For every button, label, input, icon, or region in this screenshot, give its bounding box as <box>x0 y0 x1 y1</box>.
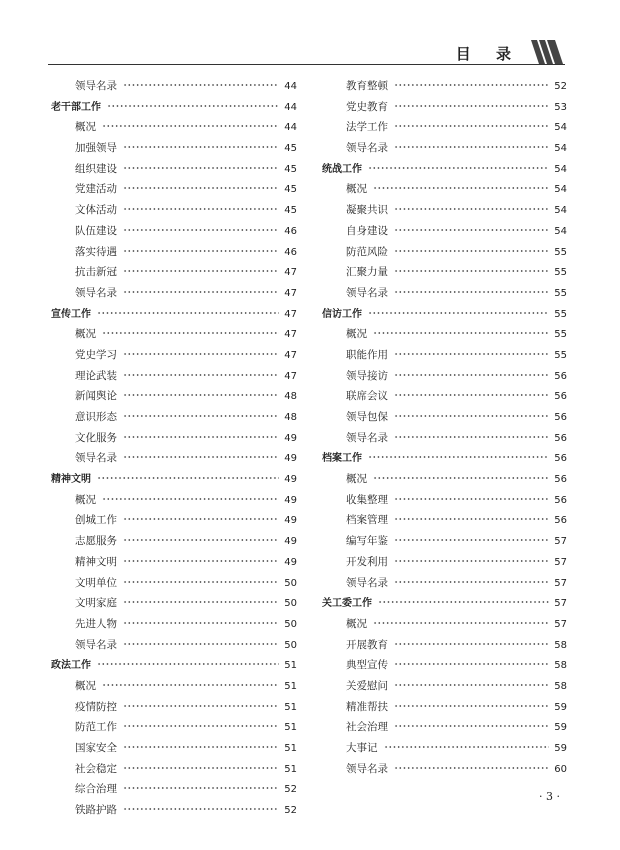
toc-leader-dots <box>394 97 549 110</box>
toc-entry[interactable] <box>51 717 297 738</box>
toc-entry[interactable] <box>51 242 297 263</box>
toc-entry[interactable] <box>322 179 567 200</box>
toc-entry-page: 60 <box>554 763 567 775</box>
toc-entry-page: 56 <box>554 370 567 382</box>
toc-leader-dots <box>394 490 549 503</box>
toc-entry-label: 法学工作 <box>346 121 388 134</box>
toc-entry[interactable] <box>322 635 567 656</box>
toc-entry[interactable] <box>51 407 297 428</box>
toc-entry-label: 概况 <box>346 617 367 630</box>
toc-entry-label: 新闻舆论 <box>75 390 117 403</box>
toc-section-entry[interactable] <box>322 448 567 469</box>
toc-entry-page: 57 <box>554 536 567 548</box>
toc-entry-label: 编写年鉴 <box>346 535 388 548</box>
toc-leader-dots <box>123 635 279 648</box>
toc-entry-page: 56 <box>554 494 567 506</box>
toc-entry[interactable] <box>51 800 297 821</box>
toc-entry-label: 防范风险 <box>346 245 388 258</box>
toc-entry[interactable] <box>322 614 567 635</box>
toc-entry-page: 47 <box>284 308 297 320</box>
toc-entry-label: 领导名录 <box>75 452 117 465</box>
toc-entry-label: 领导名录 <box>346 142 388 155</box>
header-stripes-decoration <box>525 40 565 66</box>
toc-entry[interactable] <box>51 200 297 221</box>
toc-entry-label: 精神文明 <box>75 555 117 568</box>
toc-entry-label: 意识形态 <box>75 411 117 423</box>
toc-leader-dots <box>123 717 279 730</box>
toc-entry-page: 59 <box>554 701 567 713</box>
toc-leader-dots <box>123 428 279 441</box>
toc-leader-dots <box>97 655 279 668</box>
toc-entry[interactable] <box>322 76 567 97</box>
toc-entry[interactable] <box>322 221 567 242</box>
toc-entry-page: 51 <box>284 680 297 692</box>
toc-entry-page: 55 <box>554 308 567 320</box>
toc-leader-dots <box>394 428 549 441</box>
toc-entry-label: 队伍建设 <box>75 224 117 237</box>
toc-entry-label: 精神文明 <box>51 474 91 486</box>
toc-entry-page: 49 <box>284 474 297 486</box>
toc-leader-dots <box>368 304 549 317</box>
toc-entry[interactable] <box>322 510 567 531</box>
toc-entry-label: 领导名录 <box>346 286 388 299</box>
page-header <box>48 40 565 68</box>
toc-entry-label: 开展教育 <box>346 638 388 651</box>
toc-leader-dots <box>394 717 549 730</box>
toc-entry-label: 党史学习 <box>75 348 117 361</box>
toc-entry[interactable] <box>322 490 567 511</box>
toc-entry-label: 党建活动 <box>75 183 117 196</box>
toc-entry-page: 46 <box>284 225 297 237</box>
toc-entry-page: 57 <box>554 577 567 589</box>
toc-entry-page: 54 <box>554 205 567 217</box>
toc-leader-dots <box>394 345 549 358</box>
toc-entry-label: 国家安全 <box>75 742 117 754</box>
toc-leader-dots <box>123 573 279 586</box>
toc-entry-page: 49 <box>284 515 297 527</box>
toc-leader-dots <box>123 386 279 399</box>
toc-entry-label: 领导名录 <box>346 576 388 589</box>
toc-entry[interactable] <box>322 428 567 449</box>
toc-leader-dots <box>123 552 279 565</box>
toc-leader-dots <box>123 593 279 606</box>
toc-entry[interactable] <box>51 531 297 552</box>
toc-entry-label: 文体活动 <box>75 204 117 217</box>
toc-leader-dots <box>373 179 549 192</box>
toc-entry[interactable] <box>51 324 297 345</box>
toc-entry-label: 文明家庭 <box>75 597 117 610</box>
toc-entry-label: 档案工作 <box>322 453 362 465</box>
toc-right-column <box>322 76 567 779</box>
toc-entry-label: 疫情防控 <box>75 700 117 713</box>
page-number: · 3 · <box>539 790 560 803</box>
toc-entry[interactable] <box>322 345 567 366</box>
toc-entry-page: 50 <box>284 618 297 630</box>
toc-leader-dots <box>394 573 549 586</box>
toc-entry-page: 52 <box>284 784 297 796</box>
toc-leader-dots <box>102 324 279 337</box>
toc-entry-label: 综合治理 <box>75 783 117 796</box>
toc-section-entry[interactable] <box>51 304 297 325</box>
toc-entry-page: 52 <box>554 81 567 92</box>
toc-leader-dots <box>373 614 549 627</box>
toc-entry[interactable] <box>322 386 567 407</box>
toc-entry[interactable] <box>322 759 567 780</box>
toc-entry-page: 51 <box>284 763 297 775</box>
toc-entry-page: 45 <box>284 143 297 155</box>
toc-leader-dots <box>123 159 279 172</box>
toc-leader-dots <box>123 614 279 627</box>
toc-entry[interactable] <box>51 159 297 180</box>
header-rule <box>48 64 565 65</box>
toc-entry-page: 55 <box>554 267 567 279</box>
toc-entry-page: 51 <box>284 743 297 754</box>
toc-entry[interactable] <box>51 345 297 366</box>
toc-leader-dots <box>394 676 549 689</box>
toc-entry[interactable] <box>51 262 297 283</box>
toc-leader-dots <box>373 324 549 337</box>
toc-entry-label: 领导名录 <box>75 286 117 299</box>
toc-entry[interactable] <box>51 552 297 573</box>
toc-leader-dots <box>123 138 279 151</box>
toc-leader-dots <box>123 345 279 358</box>
toc-entry-label: 统战工作 <box>322 163 362 175</box>
toc-entry-label: 凝聚共识 <box>346 204 388 217</box>
toc-entry-page: 54 <box>554 143 567 155</box>
toc-entry[interactable] <box>51 697 297 718</box>
toc-entry[interactable] <box>322 366 567 387</box>
toc-entry-label: 关工委工作 <box>322 598 372 610</box>
toc-entry-label: 概况 <box>75 328 96 341</box>
toc-entry-page: 57 <box>554 556 567 568</box>
toc-entry-page: 54 <box>554 163 567 175</box>
toc-entry-page: 49 <box>284 432 297 444</box>
toc-entry-page: 46 <box>284 246 297 258</box>
toc-leader-dots <box>102 676 279 689</box>
toc-entry-label: 概况 <box>346 183 367 196</box>
toc-leader-dots <box>394 759 549 772</box>
toc-section-entry[interactable] <box>322 593 567 614</box>
toc-leader-dots <box>123 179 279 192</box>
toc-leader-dots <box>368 448 549 461</box>
toc-entry-label: 汇聚力量 <box>346 266 388 279</box>
toc-entry-page: 49 <box>284 453 297 465</box>
toc-entry[interactable] <box>51 779 297 800</box>
toc-entry-page: 49 <box>284 556 297 568</box>
toc-leader-dots <box>394 242 549 255</box>
toc-entry-label: 加强领导 <box>75 142 117 155</box>
toc-entry[interactable] <box>51 676 297 697</box>
toc-entry-page: 57 <box>554 618 567 630</box>
toc-leader-dots <box>378 593 549 606</box>
toc-entry-page: 51 <box>284 701 297 713</box>
toc-leader-dots <box>123 221 279 234</box>
toc-entry-label: 文明单位 <box>75 576 117 589</box>
toc-entry[interactable] <box>322 97 567 118</box>
toc-entry[interactable] <box>322 469 567 490</box>
toc-entry-label: 关爱慰问 <box>346 679 388 692</box>
toc-entry-label: 党史教育 <box>346 100 388 113</box>
toc-leader-dots <box>394 138 549 151</box>
toc-entry-page: 45 <box>284 205 297 217</box>
toc-entry-page: 49 <box>284 536 297 548</box>
toc-leader-dots <box>394 283 549 296</box>
toc-section-entry[interactable] <box>322 159 567 180</box>
toc-entry-page: 44 <box>284 101 297 113</box>
toc-leader-dots <box>123 738 279 751</box>
toc-leader-dots <box>123 759 279 772</box>
toc-entry[interactable] <box>322 552 567 573</box>
toc-entry[interactable] <box>51 138 297 159</box>
toc-leader-dots <box>123 697 279 710</box>
toc-entry[interactable] <box>51 283 297 304</box>
toc-leader-dots <box>394 635 549 648</box>
toc-entry[interactable] <box>51 738 297 759</box>
toc-leader-dots <box>394 200 549 213</box>
toc-entry-label: 概况 <box>75 121 96 134</box>
toc-entry[interactable] <box>322 117 567 138</box>
toc-entry[interactable] <box>322 717 567 738</box>
toc-leader-dots <box>368 159 549 172</box>
toc-entry-label: 联席会议 <box>346 390 388 403</box>
toc-section-entry[interactable] <box>51 97 297 118</box>
toc-leader-dots <box>394 655 549 668</box>
toc-left-column <box>51 76 297 821</box>
toc-leader-dots <box>394 386 549 399</box>
toc-entry-page: 56 <box>554 412 567 423</box>
toc-entry-page: 47 <box>284 287 297 299</box>
toc-entry-page: 45 <box>284 184 297 196</box>
toc-leader-dots <box>394 407 549 420</box>
toc-entry[interactable] <box>322 283 567 304</box>
toc-leader-dots <box>394 76 549 89</box>
toc-entry[interactable] <box>322 531 567 552</box>
toc-entry-label: 落实待遇 <box>75 245 117 258</box>
toc-entry-label: 领导名录 <box>75 638 117 651</box>
toc-entry-page: 56 <box>554 453 567 465</box>
toc-entry-label: 领导名录 <box>346 431 388 444</box>
toc-leader-dots <box>123 779 279 792</box>
toc-leader-dots <box>394 510 549 523</box>
toc-leader-dots <box>394 262 549 275</box>
toc-leader-dots <box>123 531 279 544</box>
toc-section-entry[interactable] <box>322 304 567 325</box>
toc-leader-dots <box>102 117 279 130</box>
toc-entry[interactable] <box>51 117 297 138</box>
toc-entry[interactable] <box>51 386 297 407</box>
page-title: 目 录 <box>455 45 521 63</box>
toc-entry-page: 44 <box>284 122 297 134</box>
toc-leader-dots <box>123 242 279 255</box>
toc-entry-label: 领导包保 <box>346 411 388 423</box>
toc-entry-page: 53 <box>554 101 567 113</box>
toc-entry[interactable] <box>322 738 567 759</box>
toc-entry[interactable] <box>322 200 567 221</box>
toc-entry-label: 收集整理 <box>346 493 388 506</box>
toc-leader-dots <box>123 510 279 523</box>
toc-entry[interactable] <box>322 324 567 345</box>
toc-leader-dots <box>394 552 549 565</box>
toc-entry-label: 典型宣传 <box>346 659 388 672</box>
toc-entry-page: 57 <box>554 598 567 610</box>
toc-entry-label: 宣传工作 <box>51 308 91 320</box>
toc-leader-dots <box>394 697 549 710</box>
toc-entry-page: 51 <box>284 722 297 734</box>
toc-leader-dots <box>123 262 279 275</box>
toc-entry-page: 54 <box>554 225 567 237</box>
toc-entry-label: 社会治理 <box>346 721 388 734</box>
toc-leader-dots <box>384 738 550 751</box>
toc-entry[interactable] <box>51 759 297 780</box>
toc-entry[interactable] <box>51 490 297 511</box>
toc-entry-page: 58 <box>554 660 567 672</box>
toc-entry-page: 50 <box>284 577 297 589</box>
toc-entry-label: 创城工作 <box>75 514 117 527</box>
toc-leader-dots <box>394 221 549 234</box>
toc-entry[interactable] <box>322 676 567 697</box>
toc-entry[interactable] <box>51 428 297 449</box>
toc-entry-page: 50 <box>284 639 297 651</box>
toc-entry-page: 47 <box>284 267 297 279</box>
toc-leader-dots <box>97 304 279 317</box>
toc-entry-page: 56 <box>554 391 567 403</box>
toc-entry-page: 55 <box>554 287 567 299</box>
toc-leader-dots <box>123 76 279 89</box>
toc-leader-dots <box>123 200 279 213</box>
toc-entry-page: 44 <box>284 81 297 92</box>
toc-entry-label: 领导接访 <box>346 369 388 382</box>
toc-entry-label: 组织建设 <box>75 162 117 175</box>
toc-entry-page: 48 <box>284 412 297 423</box>
toc-entry-label: 精准帮扶 <box>346 700 388 713</box>
toc-entry-label: 抗击新冠 <box>75 266 117 279</box>
toc-entry[interactable] <box>322 655 567 676</box>
toc-entry[interactable] <box>322 697 567 718</box>
toc-entry-label: 政法工作 <box>51 660 91 672</box>
toc-entry-label: 教育整顿 <box>346 80 388 92</box>
toc-leader-dots <box>394 366 549 379</box>
toc-entry-page: 59 <box>554 722 567 734</box>
toc-entry[interactable] <box>322 573 567 594</box>
toc-leader-dots <box>107 97 279 110</box>
toc-leader-dots <box>123 407 279 420</box>
toc-entry-page: 59 <box>554 743 567 754</box>
toc-entry-page: 54 <box>554 184 567 196</box>
toc-entry-label: 志愿服务 <box>75 535 117 548</box>
toc-entry[interactable] <box>322 262 567 283</box>
toc-entry-page: 54 <box>554 122 567 134</box>
toc-section-entry[interactable] <box>51 655 297 676</box>
toc-entry-page: 47 <box>284 349 297 361</box>
toc-leader-dots <box>373 469 549 482</box>
toc-entry-label: 概况 <box>75 679 96 692</box>
toc-entry[interactable] <box>322 407 567 428</box>
toc-leader-dots <box>123 366 279 379</box>
toc-entry-page: 50 <box>284 598 297 610</box>
toc-entry-page: 47 <box>284 329 297 341</box>
toc-entry-label: 职能作用 <box>346 348 388 361</box>
toc-leader-dots <box>394 531 549 544</box>
toc-entry[interactable] <box>51 635 297 656</box>
toc-leader-dots <box>123 448 279 461</box>
toc-entry-label: 信访工作 <box>322 308 362 320</box>
toc-leader-dots <box>394 117 549 130</box>
toc-entry-label: 文化服务 <box>75 431 117 444</box>
toc-entry-label: 档案管理 <box>346 514 388 527</box>
toc-entry-label: 领导名录 <box>346 762 388 775</box>
toc-entry-page: 48 <box>284 391 297 403</box>
toc-entry[interactable] <box>51 366 297 387</box>
toc-entry-page: 47 <box>284 370 297 382</box>
toc-entry-page: 45 <box>284 163 297 175</box>
toc-section-entry[interactable] <box>51 469 297 490</box>
toc-entry[interactable] <box>51 221 297 242</box>
toc-entry[interactable] <box>51 573 297 594</box>
toc-entry[interactable] <box>322 138 567 159</box>
toc-entry[interactable] <box>51 614 297 635</box>
toc-entry-label: 社会稳定 <box>75 762 117 775</box>
toc-entry-page: 55 <box>554 329 567 341</box>
toc-entry-page: 51 <box>284 660 297 672</box>
toc-entry-label: 概况 <box>346 473 367 486</box>
toc-entry-label: 领导名录 <box>75 80 117 92</box>
toc-leader-dots <box>102 490 279 503</box>
toc-leader-dots <box>123 283 279 296</box>
toc-leader-dots <box>97 469 279 482</box>
toc-entry-label: 老干部工作 <box>51 101 101 113</box>
toc-entry-page: 55 <box>554 246 567 258</box>
toc-entry-page: 56 <box>554 474 567 486</box>
toc-entry-page: 58 <box>554 639 567 651</box>
toc-entry-label: 概况 <box>75 493 96 506</box>
toc-entry[interactable] <box>51 179 297 200</box>
toc-entry-page: 56 <box>554 515 567 527</box>
toc-entry-page: 52 <box>284 805 297 817</box>
toc-entry-page: 58 <box>554 680 567 692</box>
toc-entry-label: 自身建设 <box>346 224 388 237</box>
toc-entry-label: 大事记 <box>346 742 378 754</box>
toc-entry-label: 先进人物 <box>75 617 117 630</box>
toc-entry-page: 55 <box>554 349 567 361</box>
toc-entry-page: 49 <box>284 494 297 506</box>
toc-entry-label: 防范工作 <box>75 721 117 734</box>
toc-entry-label: 铁路护路 <box>75 804 117 817</box>
toc-entry-label: 概况 <box>346 328 367 341</box>
toc-entry[interactable] <box>51 510 297 531</box>
toc-leader-dots <box>123 800 279 813</box>
toc-entry-page: 56 <box>554 432 567 444</box>
toc-entry[interactable] <box>322 242 567 263</box>
toc-entry[interactable] <box>51 593 297 614</box>
toc-entry-label: 理论武装 <box>75 369 117 382</box>
toc-entry[interactable] <box>51 76 297 97</box>
toc-entry[interactable] <box>51 448 297 469</box>
toc-entry-label: 开发利用 <box>346 555 388 568</box>
